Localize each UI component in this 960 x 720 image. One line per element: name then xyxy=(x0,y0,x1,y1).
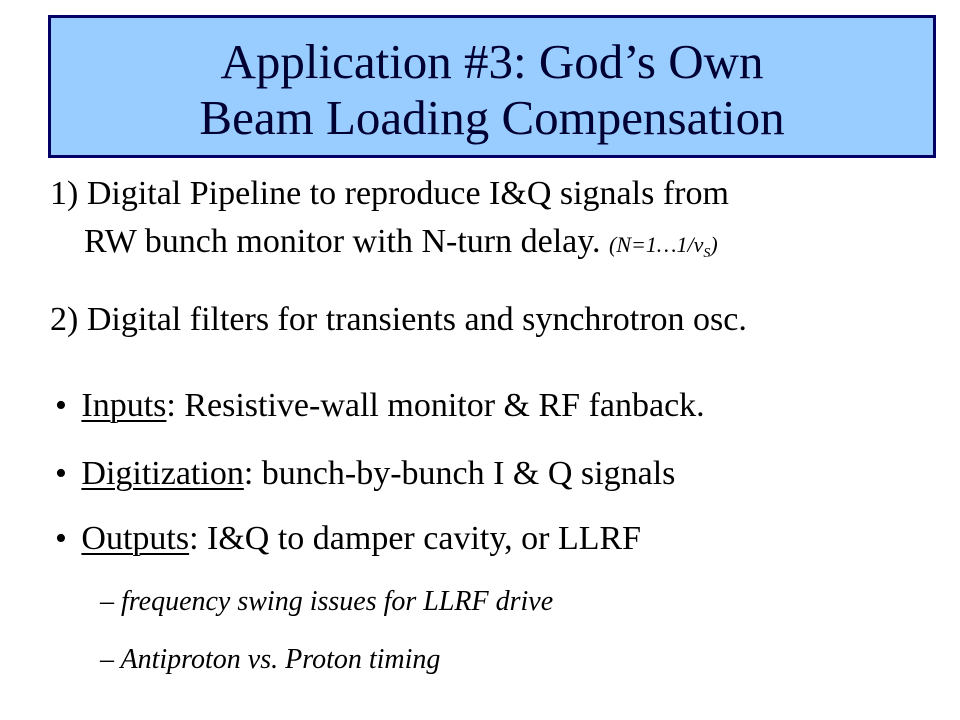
slide-title-line-2: Beam Loading Compensation xyxy=(199,90,785,145)
bullet-marker: • xyxy=(55,455,67,492)
bullet-text: : bunch-by-bunch I & Q signals xyxy=(243,455,676,492)
item-2: 2) Digital filters for transients and synchrotron osc. xyxy=(50,301,747,338)
note-prefix: (N=1…1/ν xyxy=(609,232,704,257)
bullet-text: : I&Q to damper cavity, or LLRF xyxy=(189,520,642,557)
item-1-line-1: 1) Digital Pipeline to reproduce I&Q signals from xyxy=(50,175,729,212)
bullet-text: : Resistive-wall monitor & RF fanback. xyxy=(166,387,705,424)
note-suffix: ) xyxy=(710,232,718,257)
subbullet-1: – frequency swing issues for LLRF drive xyxy=(100,586,554,617)
title-box xyxy=(48,15,936,158)
bullet-term: Outputs xyxy=(81,520,190,557)
item-1-line-2-text: RW bunch monitor with N-turn delay. xyxy=(84,223,601,260)
slide-title-line-1: Application #3: God’s Own xyxy=(220,34,764,89)
item-1-line-2 xyxy=(84,222,718,274)
bullet-inputs xyxy=(55,386,705,426)
bullet-term: Inputs xyxy=(81,387,167,424)
bullet-marker: • xyxy=(55,387,67,424)
item-1-note xyxy=(609,232,718,261)
subbullet-2: – Antiproton vs. Proton timing xyxy=(100,644,441,675)
bullet-marker: • xyxy=(55,520,67,557)
bullet-term: Digitization xyxy=(81,455,244,492)
bullet-digitization xyxy=(55,454,675,494)
bullet-outputs xyxy=(55,519,641,559)
note-subscript: S xyxy=(703,246,711,261)
